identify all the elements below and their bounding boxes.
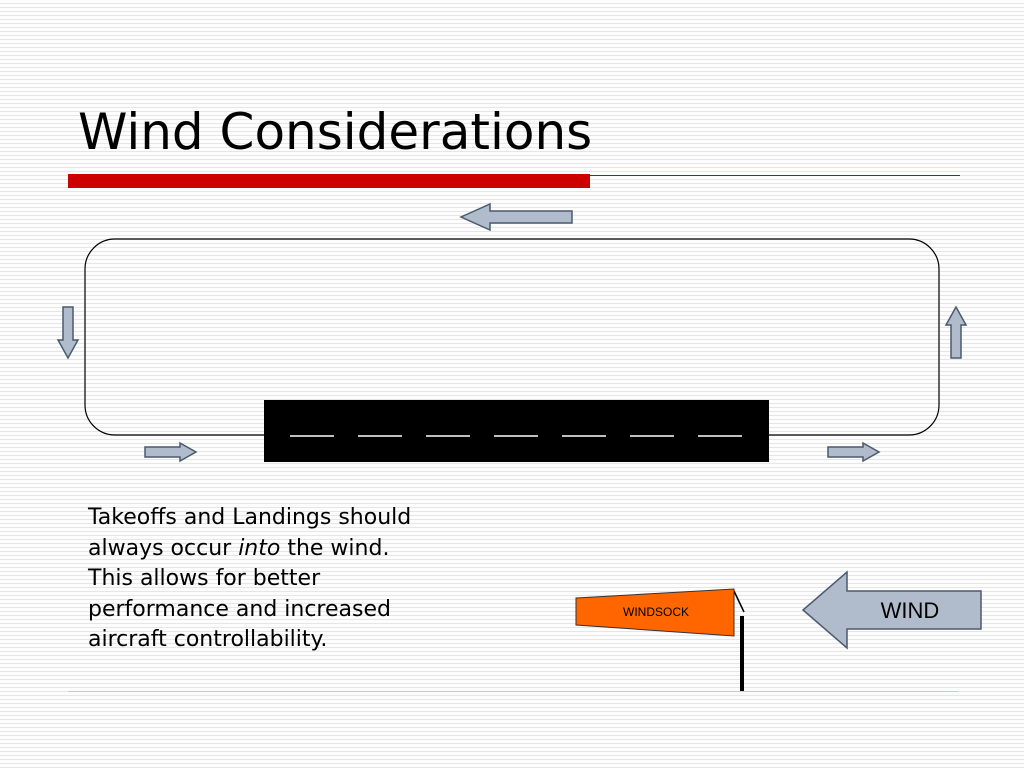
- footer-rule: [68, 691, 958, 692]
- arrow-left-icon: [461, 204, 572, 230]
- body-text-part1: Takeoffs and Landings should always occur: [88, 505, 412, 561]
- body-text: [88, 503, 428, 656]
- body-text-part2: the wind. This allows for better performance and increased aircraft controllability.: [88, 535, 391, 652]
- arrow-right-icon: [828, 443, 879, 461]
- arrow-up-icon: [946, 307, 966, 358]
- body-text-emphasis: into: [238, 535, 281, 561]
- arrow-right-icon: [145, 443, 196, 461]
- runway: [264, 400, 769, 462]
- wind-arrow-icon: [803, 572, 981, 648]
- arrow-down-icon: [58, 307, 78, 358]
- slide-title: Wind Considerations: [78, 103, 593, 161]
- wind-label: WIND: [880, 598, 940, 623]
- windsock-icon: [576, 589, 744, 691]
- windsock-ring: [734, 591, 744, 612]
- windsock-label: WINDSOCK: [623, 605, 689, 619]
